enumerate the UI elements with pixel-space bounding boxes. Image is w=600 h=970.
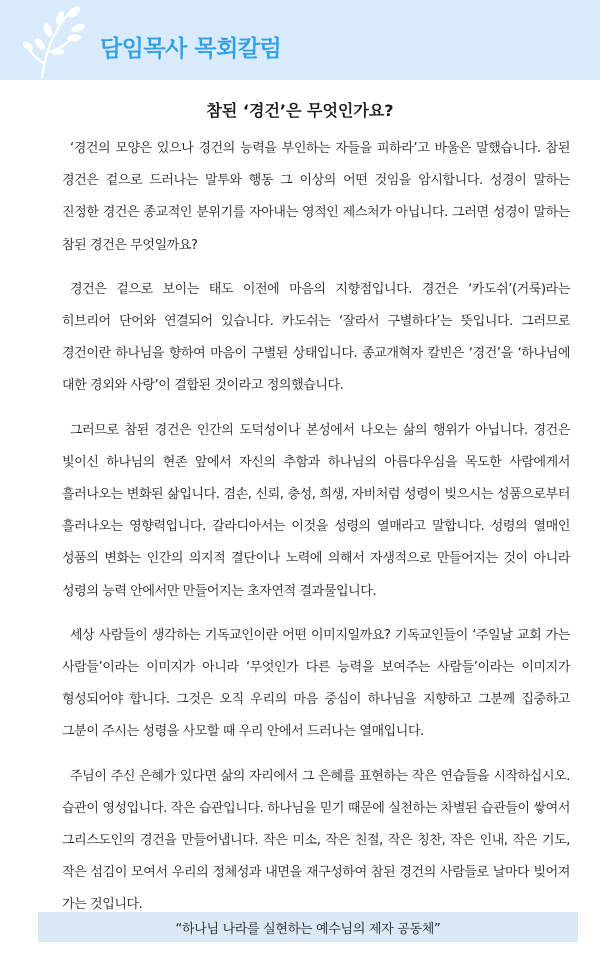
header-band bbox=[0, 0, 600, 80]
column-title: 담임목사 목회칼럼 bbox=[100, 36, 282, 62]
article-paragraph: 경건은 겉으로 보이는 태도 이전에 마음의 지향점입니다. 경건은 ‘카도쉬’(거룩)라는 히브리어 단어와 연결되어 있습니다. 카도쉬는 ‘잘라서 구별하다’는 뜻입니다. 그러므로 경건이란 하나님을 향하여 마음이 구별된 상태입니다. 종교개혁자 칼빈은 ‘경건’을 ‘하나님에 대한 경외와 사랑’이 결합된 것이라고 정의했습니다. bbox=[62, 281, 570, 394]
article-paragraph: 주님이 주신 은혜가 있다면 삶의 자리에서 그 은혜를 표현하는 작은 연습들을 시작하십시오. 습관이 영성입니다. 작은 습관입니다. 하나님을 믿기 때문에 실천하는 차별된 습관들이 쌓여서 그리스도인의 경건을 만들어냅니다. 작은 미소, 작은 친절, 작은 칭찬, 작은 인내, 작은 기도, 작은 섬김이 모여서 우리의 정체성과 내면을 재구성하여 참된 경건의 사람들로 날마다 빚어져 가는 것입니다. bbox=[62, 768, 570, 913]
article-paragraph: 그러므로 참된 경건은 인간의 도덕성이나 본성에서 나오는 삶의 행위가 아닙니다. 경건은 빛이신 하나님의 현존 앞에서 자신의 추함과 하나님의 아름다우심을 목도한 사람에게서 흘러나오는 변화된 삶입니다. 겸손, 신뢰, 충성, 희생, 자비처럼 성령이 빚으시는 성품으로부터 흘러나오는 영향력입니다. 갈라디아서는 이것을 성령의 열매라고 말합니다. 성령의 열매인 성품의 변화는 인간의 의지적 결단이나 노력에 의해서 자생적으로 만들어지는 것이 아니라 성령의 능력 안에서만 만들어지는 초자연적 결과물입니다. bbox=[62, 422, 570, 599]
article-title: 참된 ‘경건’은 무엇인가요? bbox=[206, 101, 394, 120]
footer-slogan: “하나님 나라를 실현하는 예수님의 제자 공동체” bbox=[175, 921, 441, 937]
article-body bbox=[62, 133, 570, 934]
leaf-branch-icon bbox=[22, 6, 92, 78]
footer-slogan-bar bbox=[38, 912, 578, 942]
article-paragraph: 세상 사람들이 생각하는 기독교인이란 어떤 이미지일까요? 기독교인들이 ‘주일날 교회 가는 사람들’이라는 이미지가 아니라 ‘무엇인가 다른 능력을 보여주는 사람들’이라는 이미지가 형성되어야 합니다. 그것은 오직 우리의 마음 중심이 하나님을 지향하고 그분께 집중하고 그분이 주시는 성령을 사모할 때 우리 안에서 드러나는 열매입니다. bbox=[62, 627, 570, 740]
article-paragraph: ‘경건의 모양은 있으나 경건의 능력을 부인하는 자들을 피하라’고 바울은 말했습니다. 참된 경건은 겉으로 드러나는 말투와 행동 그 이상의 어떤 것임을 암시합니다. 성경이 말하는 진정한 경건은 종교적인 분위기를 자아내는 영적인 제스처가 아닙니다. 그러면 성경이 말하는 참된 경건은 무엇일까요? bbox=[62, 141, 570, 253]
